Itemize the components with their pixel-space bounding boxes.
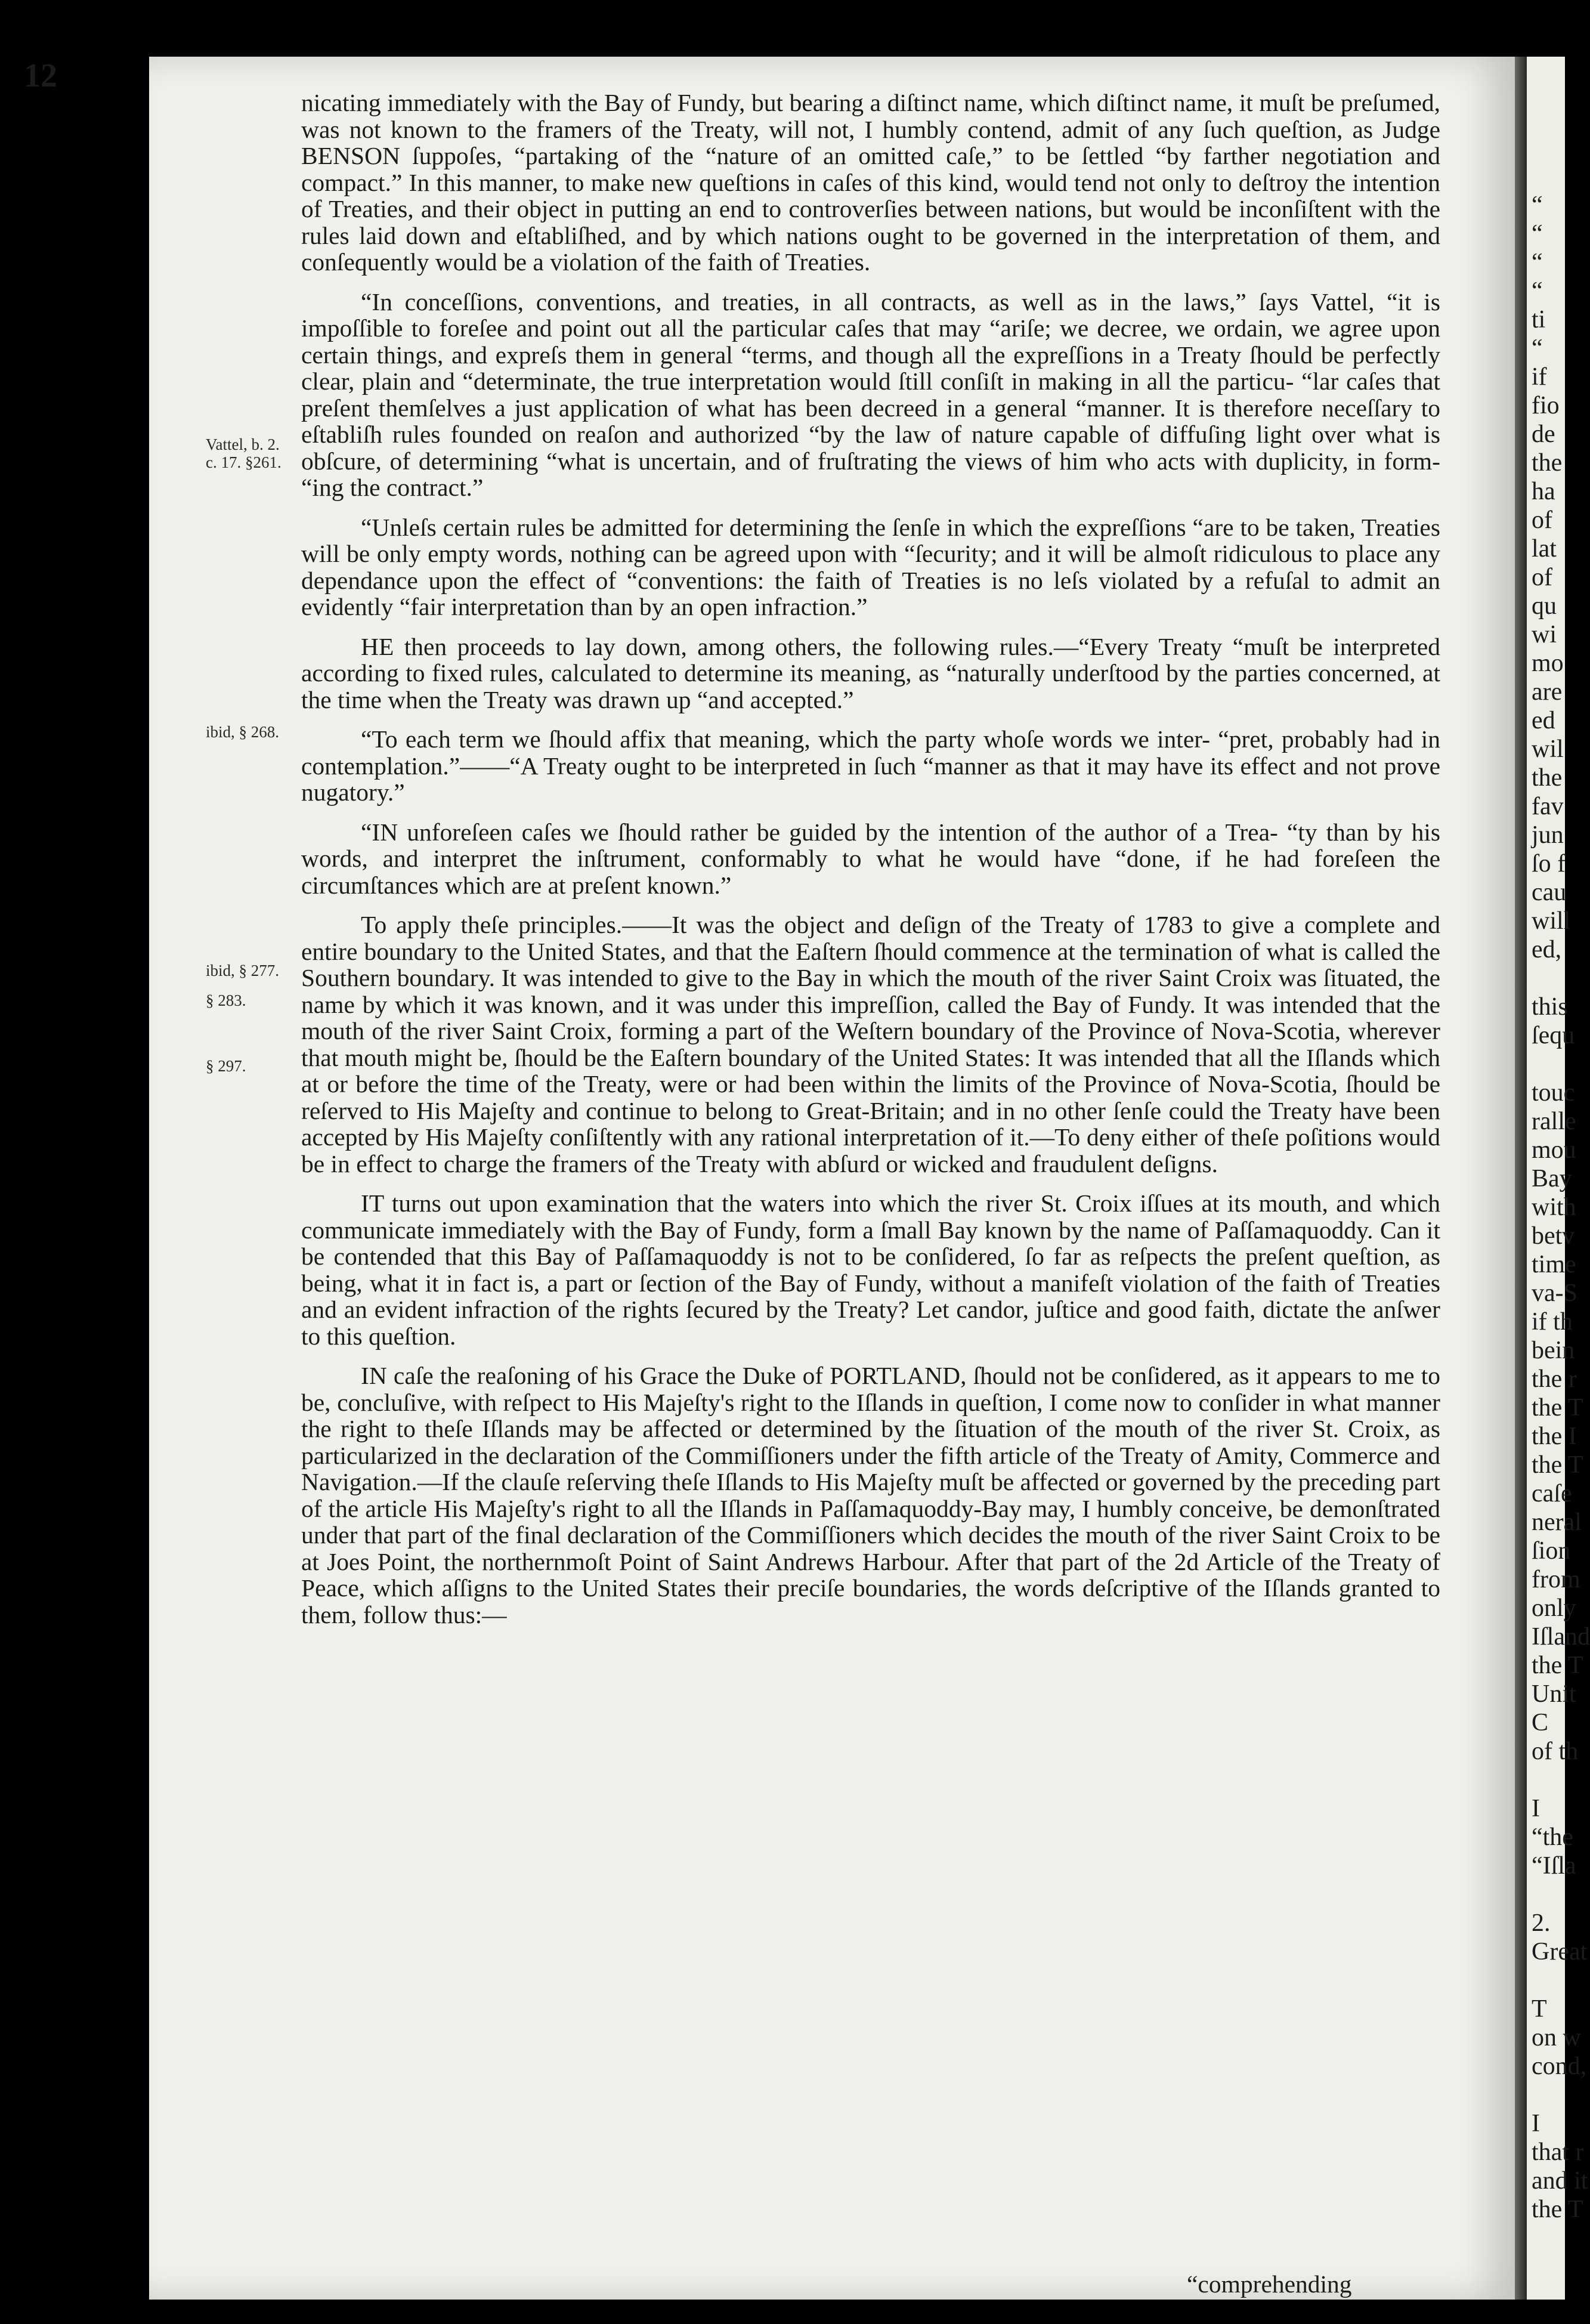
facing-page-fragment: if th xyxy=(1532,1308,1573,1336)
facing-page-fragment: the xyxy=(1532,764,1563,792)
facing-page-fragment: time xyxy=(1532,1251,1576,1278)
facing-page-fragment: neral xyxy=(1532,1509,1582,1536)
facing-page-fragment: jun xyxy=(1532,821,1564,849)
facing-page-fragment: if xyxy=(1532,363,1547,391)
facing-page-fragment: from xyxy=(1532,1566,1580,1593)
facing-page-fragment: mo xyxy=(1532,650,1564,677)
facing-page-fragment: fav xyxy=(1532,793,1564,820)
facing-page-fragment: fio xyxy=(1532,392,1560,419)
facing-page-fragment: Great xyxy=(1532,1938,1588,1965)
facing-page-fragment: the T xyxy=(1532,2196,1583,2223)
facing-page-fragment: cau xyxy=(1532,879,1567,906)
facing-page-fragment: cond, xyxy=(1532,2053,1587,2080)
facing-page-fragment: Iſland xyxy=(1532,1623,1590,1651)
facing-page-fragment: this xyxy=(1532,993,1568,1021)
facing-page-fragment: touc xyxy=(1532,1079,1575,1107)
facing-page-fragment: T xyxy=(1532,1995,1547,2023)
facing-page-fragment: wi xyxy=(1532,621,1557,648)
facing-page-fragment: ſion xyxy=(1532,1537,1571,1565)
facing-page-edge xyxy=(1527,57,1590,2300)
margin-note: Vattel, b. 2. xyxy=(206,435,280,453)
facing-page-fragment: 2. xyxy=(1532,1909,1551,1937)
facing-page-fragment: C xyxy=(1532,1709,1549,1736)
paragraph: “To each term we ſhould affix that meaning, which the party whoſe words we inter- “pret, probably had in contemplation.”——“A Treaty ought to be interpreted in ſuch “manner as that it may have its effect and not prove nugatory.” xyxy=(301,725,1440,806)
facing-page-fragment: Bay xyxy=(1532,1165,1572,1192)
paragraph: “Unleſs certain rules be admitted for determining the ſenſe in which the expreſſions “are to be taken, Treaties will be only empty words, nothing can be agreed upon with “ſecurity; and it will be almoſt ridiculous to place any dependance upon the effect of “conventions: the faith of Treaties is no leſs violated by a refuſal to admit an evidently “fair interpretation than by an open infraction.” xyxy=(301,513,1440,620)
paragraph: nicating immediately with the Bay of Fundy, but bearing a diſtinct name, which diſtinct name, it muſt be preſumed, was not known to the framers of the Treaty, will not, I humbly contend, admit of any ſuch queſtion, as Judge BENSON ſuppoſes, “partaking of the “nature of an omitted caſe,” to be ſettled “by farther negotiation and compact.” In this manner, to make new queſtions in caſes of this kind, would tend not only to deſtroy the intention of Treaties, and their object in putting an end to controverſies between nations, but would be inconſiſtent with the rules laid down and eſtabliſhed, and by which nations ought to be governed in the interpretation of them, and conſequently would be a violation of the faith of Treaties. xyxy=(301,89,1440,276)
facing-page-fragment: va-S xyxy=(1532,1280,1577,1307)
paragraph: To apply theſe principles.——It was the object and deſign of the Treaty of 1783 to give a complete and entire boundary to the United States, and that the Eaſtern ſhould commence at the termination of what is called the Southern boundary. It was intended to give to the Bay in which the mouth of the river Saint Croix was ſituated, the name by which it was known, and it was under this impreſſion, called the Bay of Fundy. It was intended that the mouth of the river Saint Croix, forming a part of the Weſtern boundary of the Province of Nova-Scotia, wherever that mouth might be, ſhould be the Eaſtern boundary of the United States: It was intended that all the Iſlands which at or before the time of the Treaty, were or had been within the limits of the Province of Nova-Scotia, ſhould be reſerved to His Majeſty and continue to belong to Great-Britain; and in no other ſenſe could the Treaty have been accepted by His Majeſty conſiſtently with any rational interpretation of it.—To deny either of theſe poſitions would be in effect to charge the framers of the Treaty with abſurd or wicked and fraudulent deſigns. xyxy=(301,911,1440,1178)
facing-page-fragment: lat xyxy=(1532,535,1557,563)
page-number: 12 xyxy=(24,57,57,94)
paragraph: HE then proceeds to lay down, among others, the following rules.—“Every Treaty “muſt be interpreted according to fixed rules, calculated to determine its meaning, as “naturally underſtood by the parties concerned, at the time when the Treaty was drawn up “and accepted.” xyxy=(301,632,1440,713)
facing-page-fragment: are xyxy=(1532,678,1563,706)
facing-page-fragment: “ xyxy=(1532,335,1543,362)
facing-page-fragment: bein xyxy=(1532,1337,1575,1364)
margin-note: c. 17. §261. xyxy=(206,453,282,471)
facing-page-fragment: the T xyxy=(1532,1652,1583,1679)
facing-page-fragment: “ xyxy=(1532,277,1543,305)
facing-page-fragment: ſequ xyxy=(1532,1022,1575,1049)
facing-page-fragment: de xyxy=(1532,421,1555,448)
margin-note: ibid, § 268. xyxy=(206,723,280,741)
facing-page-fragment: the I xyxy=(1532,1423,1577,1450)
facing-page-fragment: ha xyxy=(1532,478,1555,505)
paragraph: “In conceſſions, conventions, and treaties, in all contracts, as well as in the laws,” ſays Vattel, “it is impoſſible to foreſee and point out all the particular caſes that may “ariſe; we decree, we ordain, we agree upon certain things, and expreſs them in general “terms, and though all the expreſſions in a Treaty ſhould be perfectly clear, plain and “determinate, the true interpretation would ſtill conſiſt in making in all the particu- “lar caſes that preſent themſelves a just application of what has been decreed in a general “manner. It is therefore neceſſary to eſtabliſh rules founded on reaſon and authorized “by the law of nature capable of diffuſing light over what is obſcure, of determining “what is uncertain, and of fruſtrating the views of him who acts with duplicity, in form- “ing the contract.” xyxy=(301,288,1440,501)
facing-page-fragment: of th xyxy=(1532,1738,1579,1765)
paragraph: IN caſe the reaſoning of his Grace the Duke of PORTLAND, ſhould not be conſidered, as it appears to me to be, concluſive, with reſpect to His Majeſty's right to the Iſlands in queſtion, I come now to conſider in what manner the right to theſe Iſlands may be affected or determined by the ſituation of the mouth of the river St. Croix, as particularized in the declaration of the Commiſſioners under the fifth article of the Treaty of Amity, Commerce and Navigation.—If the clauſe reſerving theſe Iſlands to His Majeſty muſt be affected or governed by the preceding part of the article His Majeſty's right to all the Iſlands in Paſſamaquoddy-Bay may, I humbly conceive, be demonſtrated under that part of the final declaration of the Commiſſioners which decides the mouth of the river Saint Croix to be at Joes Point, the northernmoſt Point of Saint Andrews Harbour. After that part of the 2d Article of the Treaty of Peace, which aſſigns to the United States their preciſe boundaries, the words deſcriptive of the Iſlands granted to them, follow thus:— xyxy=(301,1362,1440,1628)
facing-page-fragment: will xyxy=(1532,907,1571,935)
facing-page-fragment: “ xyxy=(1532,220,1543,248)
facing-page-fragment: the xyxy=(1532,449,1563,477)
facing-page-fragment: I xyxy=(1532,1795,1540,1822)
facing-page-fragment: ed xyxy=(1532,707,1555,734)
catchword: “comprehending xyxy=(1187,2270,1352,2298)
main-text-column xyxy=(301,89,1440,1628)
facing-page-fragment: the T xyxy=(1532,1394,1583,1421)
facing-page-fragment: ed, xyxy=(1532,936,1562,963)
facing-page-fragment: only xyxy=(1532,1594,1576,1622)
facing-page-fragment: “Iſla xyxy=(1532,1852,1576,1880)
paragraph: “IN unforeſeen caſes we ſhould rather be guided by the intention of the author of a Trea- “ty than by his words, and interpret the inſtrument, conformably to what he would have “done, if he had foreſeen the circumſtances which are at preſent known.” xyxy=(301,818,1440,899)
facing-page-fragment: ti xyxy=(1532,306,1546,333)
facing-page-fragment: of xyxy=(1532,506,1552,534)
facing-page-fragment: the T xyxy=(1532,1451,1583,1479)
facing-page-fragment: on w xyxy=(1532,2024,1581,2051)
facing-page-fragment: I xyxy=(1532,2110,1540,2137)
facing-page-fragment: the r xyxy=(1532,1365,1577,1393)
margin-note: § 297. xyxy=(206,1057,246,1075)
facing-page-fragment: “ xyxy=(1532,191,1543,219)
margin-note: § 283. xyxy=(206,991,246,1009)
facing-page-fragment: wil xyxy=(1532,735,1564,763)
facing-page-fragment: “ xyxy=(1532,249,1543,276)
facing-page-fragment: of xyxy=(1532,564,1552,591)
facing-page-fragment: caſe xyxy=(1532,1480,1572,1507)
facing-page-fragment: ſo f xyxy=(1532,850,1566,877)
facing-page-fragment: mou xyxy=(1532,1136,1576,1164)
facing-page-fragment: qu xyxy=(1532,592,1557,620)
facing-page-fragment: “the xyxy=(1532,1824,1573,1851)
paragraph: IT turns out upon examination that the waters into which the river St. Croix iſſues at its mouth, and which communicate immediately with the Bay of Fundy, form a ſmall Bay known by the name of Paſſamaquoddy. Can it be contended that this Bay of Paſſamaquoddy is not to be conſidered, ſo far as reſpects the preſent queſtion, as being, what it in fact is, a part or ſection of the Bay of Fundy, without a manifeſt violation of the faith of Treaties and an evident infraction of the rights ſecured by the Treaty? Let candor, juſtice and good faith, dictate the anſwer to this queſtion. xyxy=(301,1189,1440,1350)
facing-page-fragment: betv xyxy=(1532,1222,1575,1250)
facing-page-fragment: with xyxy=(1532,1194,1576,1221)
book-gutter xyxy=(1515,57,1527,2300)
facing-page-fragment: that r xyxy=(1532,2138,1584,2166)
margin-note: ibid, § 277. xyxy=(206,962,280,979)
facing-page-fragment: ralle xyxy=(1532,1108,1576,1135)
facing-page-fragment: and it xyxy=(1532,2167,1588,2195)
facing-page-fragment: Unit xyxy=(1532,1680,1576,1708)
